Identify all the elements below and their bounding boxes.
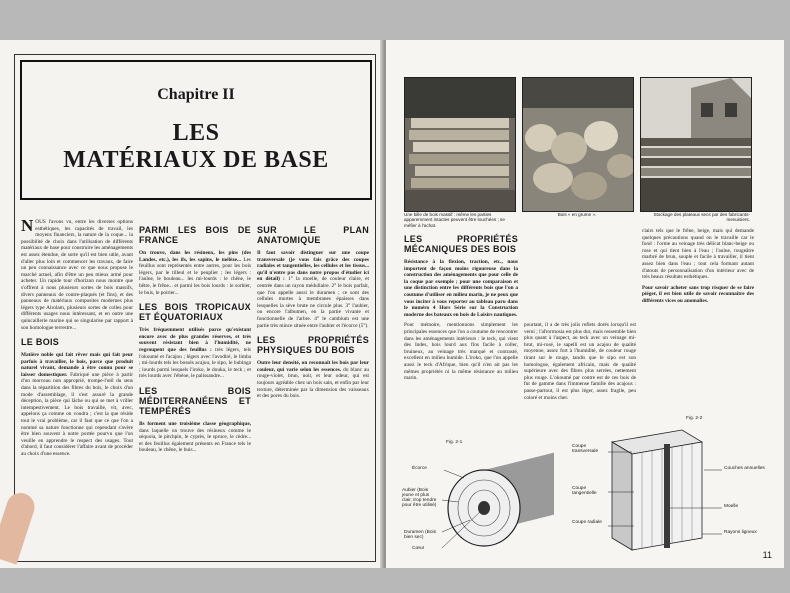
fig-2-1-title: Fig. 2-1 xyxy=(446,440,463,445)
paragraph-plan-anatomique xyxy=(257,250,369,329)
label-couches-annuelles: Couches annuelles xyxy=(724,466,765,471)
paragraph-proprietes-physiques xyxy=(257,360,369,400)
chapter-title xyxy=(22,120,370,174)
left-page xyxy=(0,40,384,568)
body-proprietes-mecaniques-3: clairs tels que le frêne, beige, mais qui demande quelques précautions quand on le travaille car le fond : l'orme au veinage très délicat blanc-beige ou rose et qui tient bien à l'eau ; l'aulne, rougeâtre marbré de brun, souple et facile à travailler, il tient assez bien dans l'eau ; tout cela formant autant d'atouts de personnalisation d'un intérieur avec de très beaux résultats esthétiques. xyxy=(642,228,754,281)
heading-plan-anatomique: SUR LE PLAN ANATOMIQUE xyxy=(257,225,369,245)
heading-proprietes-mecaniques: LES PROPRIÉTÉS MÉCANIQUES DES BOIS xyxy=(404,234,518,254)
paragraph-bois-mediterraneens xyxy=(139,421,251,454)
chapter-title-box xyxy=(20,60,372,200)
label-ecorce: Écorce xyxy=(412,466,427,471)
body-proprietes-mecaniques-2: pourtant, il a de très jolis reflets dorés lorsqu'il est verni ; l'afrormosia est plus dur, mais ressemble bien plus quant à l'aspect, au teck avec un veinage mi-brut, mi-rosé, le sapelli est un acajou de qualité moyenne, assez fort à l'humidité, de couleur rouge tirant sur le rouge, tandis que le sipo est son homologue, également africain, mais de qualité supérieure avec des fibres plus serrées, nettement plus rouge. L'okoumé par contre est de ces bois de fut de gamme dans l'immense famille des acajous : passe-partout, il est plus léger, assez fragile, peu coloré et moins cher. xyxy=(524,322,636,401)
right-column-2 xyxy=(524,322,636,405)
lede-bois-tropicaux: Très fréquemment utilisés parce qu'existant encore avec de plus grandes réserves, et très souvent résistant bien à l'humidité, ne regroupent que des feuillus : xyxy=(139,327,251,353)
photo-stockage-plateaux xyxy=(640,77,752,212)
left-column-2 xyxy=(139,219,251,458)
photo-bois-en-grume-image xyxy=(523,78,633,211)
photo-wood-log-image xyxy=(405,78,515,211)
body-bois-tropicaux: très légers, tels l'okoumé et l'acajou ; légers avec l'avodiré, le limba ; mi-lourds tels les bossés acajou, le sipo, le bubinga ; lourds parmi lesquels l'iroko, le douka, le teck ; et très lourds avec l'ébène, le palissandre... xyxy=(139,346,251,380)
lede-le-bois: Matière noble qui fait rêver mais qui fait peur parfois à travailler, le bois, parce que produit naturel vivant, demande à être connu pour se laisser domestiquer. xyxy=(21,352,133,378)
right-column-3 xyxy=(642,228,754,309)
body-proprietes-mecaniques-4: Pour savoir acheter sans trop risquer de se faire piéger, il est bien utile de savoir reconnaître des différents vices ou anomalies. xyxy=(642,284,754,304)
photo-wood-log xyxy=(404,77,516,212)
caption-stockage: Stockage des plateaux secs par des fabricants-menuisiers. xyxy=(653,212,750,223)
heading-le-bois: LE BOIS xyxy=(21,337,60,348)
body-plan-anatomique: 1° la moelle, de couleur claire, et centrée dans un rayon médullaire. 2° le bois parfait, que l'on appelle aussi le duramen ; ce sont des cellules mortes à membranes épaisses dans lesquelles la sève brute ne circule plus. 3° l'aubier, ou encore l'albumen, en la partie vivante et fonctionnelle de l'arbre. 4° le cambium est une partie très mince située entre l'aubier et l'écorce (5°). xyxy=(257,276,369,329)
label-coupe-tangentielle: Coupe tangentielle xyxy=(572,486,597,496)
caption-wood-log: Une bille de bois massif : même les parties apparemment intactes peuvent être touchées ; se méfier à l'achat. xyxy=(404,212,505,228)
intro-paragraph xyxy=(21,216,133,331)
label-moelle: Moelle xyxy=(724,504,739,509)
fig-2-2-title: Fig. 2-2 xyxy=(686,416,703,421)
lede-bois-de-france: On trouve, dans les résineux, les pins (des Landes, etc.), les ifs, les sapins, le mélèze... xyxy=(139,250,251,263)
left-column-1 xyxy=(21,216,133,462)
body-le-bois: Fabriqué une pièce à partir d'un morceau non approprié, trompe-l'œil du sens dans la répartition des fibres du bois, le choix d'un mode d'assemblage, il s'est assuré la grande déception, la pièce qui lâche ou qui se met à vriller intempestivement. Le bois travaille, vit, avec, appelons ça comme on voudra ; c'est la que réside tout le vrai problème, car il faut que ce que l'on a nommé sa nature fonctionne qui cependant s'avère être bien souvent à notre portée pourvu que l'on veuille en apprendre le respect des usages. Tout d'abord, il faut considérer l'affaire avant de procéder au choix d'une essence. xyxy=(21,371,133,457)
left-page-frame xyxy=(14,54,376,562)
paragraph-bois-de-france xyxy=(139,250,251,296)
figure-2-1 xyxy=(404,448,564,558)
drop-cap: N xyxy=(21,216,34,235)
lede-plan-anatomique: Il faut savoir distinguer sur une coupe transversale (je vous fais grâce des coupes radiales et tangentielles, les cellules et les tissus... qu'il n'entre pas dans notre propos d'étudier ici en détail) : xyxy=(257,250,369,283)
label-coeur: Cœur xyxy=(412,546,425,551)
label-duramen: Duramen (Bois bien sec) xyxy=(404,530,436,540)
photo-stockage-plateaux-image xyxy=(641,78,751,211)
right-column-1 xyxy=(404,228,518,386)
chapter-label: Chapitre II xyxy=(157,86,235,103)
intro-text: OUS l'avons vu, entre les diverses options esthétiques, les capacités de travail, les moyens financiers, la nature de la coque... la possibilité de choix dans l'utilisation de différents matériaux de base pour construire les aménagements est assez étendue, de sorte qu'il est bien utile, avant d'aller plus loin et commencer les travaux, de faire un peu connaissance avec ce que nous propose le marché actuel, afin d'être un peu mieux armé pour acheter. Un rapide tour d'horizon nous montre que s'offrent à nous plusieurs sortes de bois massifs, divers panneaux de contre-plaqués (et fins), et des panneaux de matériaux composites modernes plus légers type Airolam, plusieurs sortes de colles pour différents usages nous intéressant, et en outre une quincaillerie marine qui se singularise par rapport à son homologue terrestre... xyxy=(21,219,133,331)
body-proprietes-physiques: du blanc au rouge-violet, brun, noir, et leur odeur, qui est toujours agréable chez un bois sain, et enfin par leur texture, déterminée par la dimension des vaisseaux et des pores du bois. xyxy=(257,366,370,400)
page-number: 11 xyxy=(762,550,772,560)
label-aubier: Aubier (Bois jeune et plus clair, trop tendre pour être utilisé) xyxy=(402,488,437,508)
right-page xyxy=(386,40,784,568)
paragraph-bois-tropicaux xyxy=(139,327,251,380)
figure-2-2 xyxy=(572,422,778,558)
body-bois-de-france: Les feuillus sont représentés entre autres, pour les bois légers, par le tilleul et le peuplier ; les légers : l'aulne, le bouleau... les mi-lourds : le chêne, le hêtre, le frêne... et parmi les bois lourds : le sorbier, le buis, le poirier... xyxy=(139,256,251,296)
caption-bois-en-grume: Bois « en grume ». xyxy=(557,212,597,217)
lede-proprietes-mecaniques: Résistance à la flexion, traction, etc., nous importent de façon moins rigoureuse dans la construction des aménagements que pour celle de la coque par exemple ; pour une comparaison et une distinction entre les différents bois que l'on a coutume d'utiliser en milieu marin, je ne peux que vous inciter à vous reporter au tableau paru dans le numéro 4 Hors Série sur la Construction moderne des bateaux en bois de Loisirs nautiques. xyxy=(404,259,518,318)
label-coupe-transversale: Coupe transversale xyxy=(572,444,599,454)
lede-proprietes-physiques: Outre leur densité, on reconnaît les bois par leur couleur, qui varie selon les essences. xyxy=(257,360,369,373)
heading-bois-mediterraneens: LES BOIS MÉDITERRANÉENS ET TEMPÉRÉS xyxy=(139,385,251,416)
paragraph-le-bois xyxy=(21,352,133,458)
body-bois-mediterraneens: dans laquelle on trouve des résineux comme le séquoia, le pitchpin, le cyprès, le spruce, le cèdre... et des feuillus également présents en France tels le bouleau, le chêne, le buis... xyxy=(139,427,251,454)
heading-proprietes-physiques: LES PROPRIÉTÉS PHYSIQUES DU BOIS xyxy=(257,335,369,356)
left-column-3 xyxy=(257,219,369,404)
chapter-title-line-1: LES xyxy=(172,120,220,146)
body-proprietes-mecaniques-1: Pour mémoire, mentionnons simplement les principales essences que l'on a coutume de rencontrer dans les aménagements intérieurs : le teck, qui vient des Indes, bois lourd aux fins facile à coller, bruineux, au veinage très marqué et contrasté, excellent en milieu humide. L'iroko, que l'on appelle aussi le teck d'Afrique, bien qu'il n'en ait pas les mêmes propriétés ni la même résistance au milieu marin. xyxy=(404,322,518,382)
lede-bois-mediterraneens: Ils forment une troisième classe géographique, xyxy=(139,420,251,427)
photo-bois-en-grume xyxy=(522,77,634,212)
label-rayons-ligneux: Rayons ligneux xyxy=(724,530,757,535)
chapter-title-line-2: MATÉRIAUX DE BASE xyxy=(63,147,329,173)
label-coupe-radiale: Coupe radiale xyxy=(572,520,602,525)
heading-bois-de-france: PARMI LES BOIS DE FRANCE xyxy=(139,225,251,245)
heading-bois-tropicaux: LES BOIS TROPICAUX ET ÉQUATORIAUX xyxy=(139,302,251,323)
